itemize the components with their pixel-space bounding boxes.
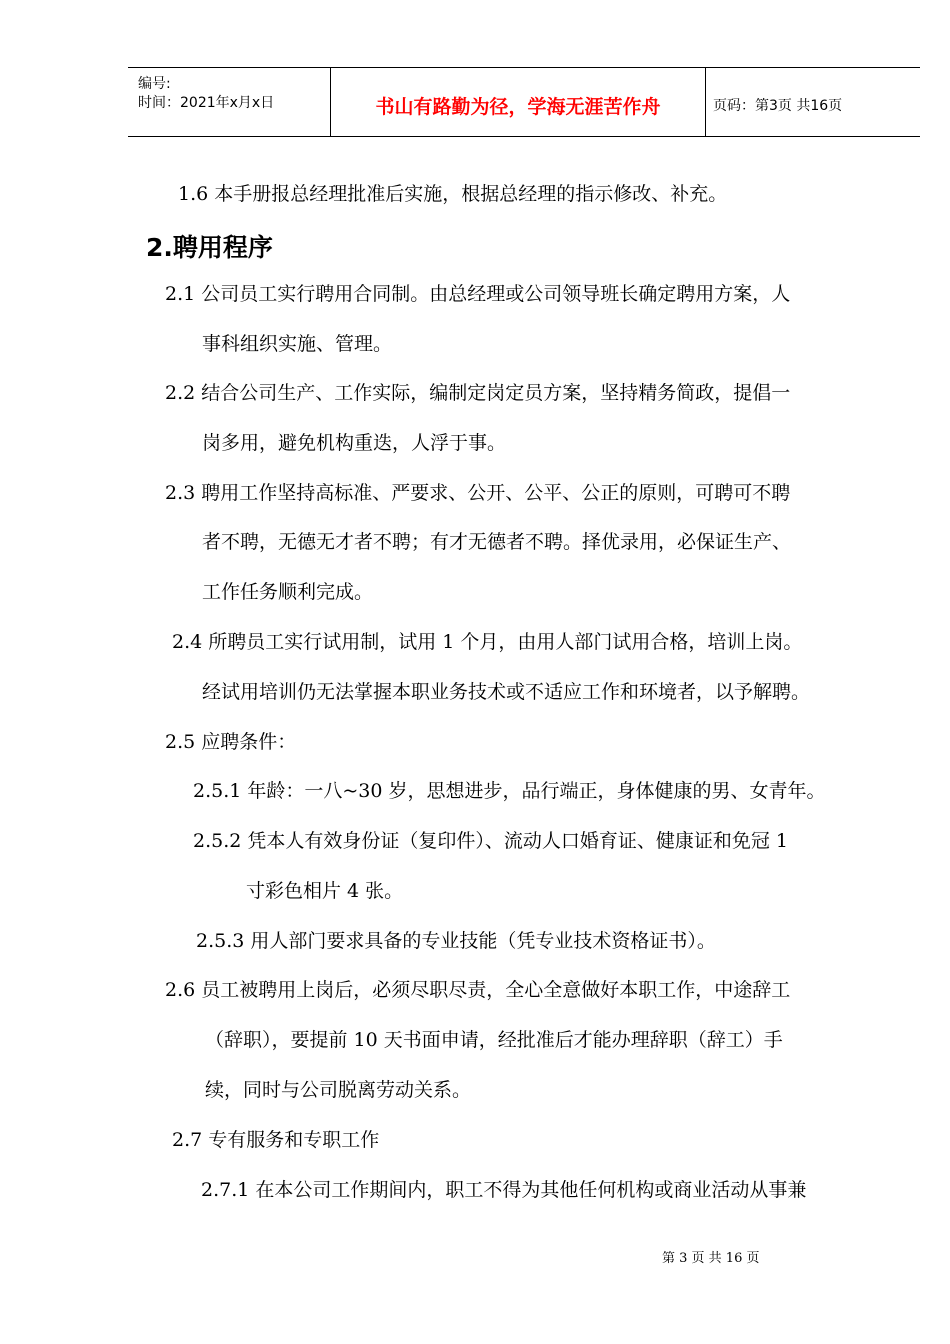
paragraph-2-7: 2.7 专有服务和专职工作 xyxy=(172,1129,380,1151)
paragraph-2-5-3: 2.5.3 用人部门要求具备的专业技能（凭专业技术资格证书）。 xyxy=(196,930,716,952)
paragraph-2-1-line2: 事科组织实施、管理。 xyxy=(202,333,393,355)
paragraph-2-6-line2: （辞职），要提前 10 天书面申请，经批准后才能办理辞职（辞工）手 xyxy=(205,1029,783,1051)
paragraph-2-4-line2: 经试用培训仍无法掌握本职业务技术或不适应工作和环境者，以予解聘。 xyxy=(202,681,811,703)
page-indicator: 页码：第3页 共16页 xyxy=(713,98,843,114)
paragraph-2-7-1: 2.7.1 在本公司工作期间内，职工不得为其他任何机构或商业活动从事兼 xyxy=(201,1179,807,1201)
paragraph-2-2-line2: 岗多用，避免机构重迭，人浮于事。 xyxy=(202,432,507,454)
page-footer: 第 3 页 共 16 页 xyxy=(662,1251,760,1266)
paragraph-2-5-1: 2.5.1 年龄：一八~30 岁，思想进步，品行端正，身体健康的男、女青年。 xyxy=(193,780,826,802)
header-left-cell xyxy=(128,68,330,136)
motto-text: 书山有路勤为径，学海无涯苦作舟 xyxy=(375,96,661,118)
paragraph-2-5: 2.5 应聘条件： xyxy=(165,731,297,753)
paragraph-2-3-line2: 者不聘，无德无才者不聘；有才无德者不聘。择优录用，必保证生产、 xyxy=(202,531,792,553)
paragraph-2-2-line1: 2.2 结合公司生产、工作实际，编制定岗定员方案，坚持精务简政，提倡一 xyxy=(165,382,791,404)
paragraph-2-3-line3: 工作任务顺利完成。 xyxy=(202,581,374,603)
paragraph-2-4-line1: 2.4 所聘员工实行试用制，试用 1 个月，由用人部门试用合格，培训上岗。 xyxy=(172,631,803,653)
paragraph-2-5-2-line1: 2.5.2 凭本人有效身份证（复印件）、流动人口婚育证、健康证和免冠 1 xyxy=(193,830,789,852)
paragraph-1-6: 1.6 本手册报总经理批准后实施，根据总经理的指示修改、补充。 xyxy=(178,183,728,205)
paragraph-2-3-line1: 2.3 聘用工作坚持高标准、严要求、公开、公平、公正的原则，可聘可不聘 xyxy=(165,482,791,504)
paragraph-2-1-line1: 2.1 公司员工实行聘用合同制。由总经理或公司领导班长确定聘用方案，人 xyxy=(165,283,791,305)
section-heading: 2.聘用程序 xyxy=(146,233,273,262)
document-header xyxy=(128,67,920,137)
paragraph-2-5-2-line2: 寸彩色相片 4 张。 xyxy=(246,880,404,902)
header-motto-cell xyxy=(330,68,706,136)
paragraph-2-6-line3: 续，同时与公司脱离劳动关系。 xyxy=(205,1079,472,1101)
code-label: 编号: xyxy=(138,76,171,92)
paragraph-2-6-line1: 2.6 员工被聘用上岗后，必须尽职尽责，全心全意做好本职工作，中途辞工 xyxy=(165,979,791,1001)
date-label: 时间：2021年x月x日 xyxy=(138,95,275,111)
header-right-cell xyxy=(705,68,920,136)
